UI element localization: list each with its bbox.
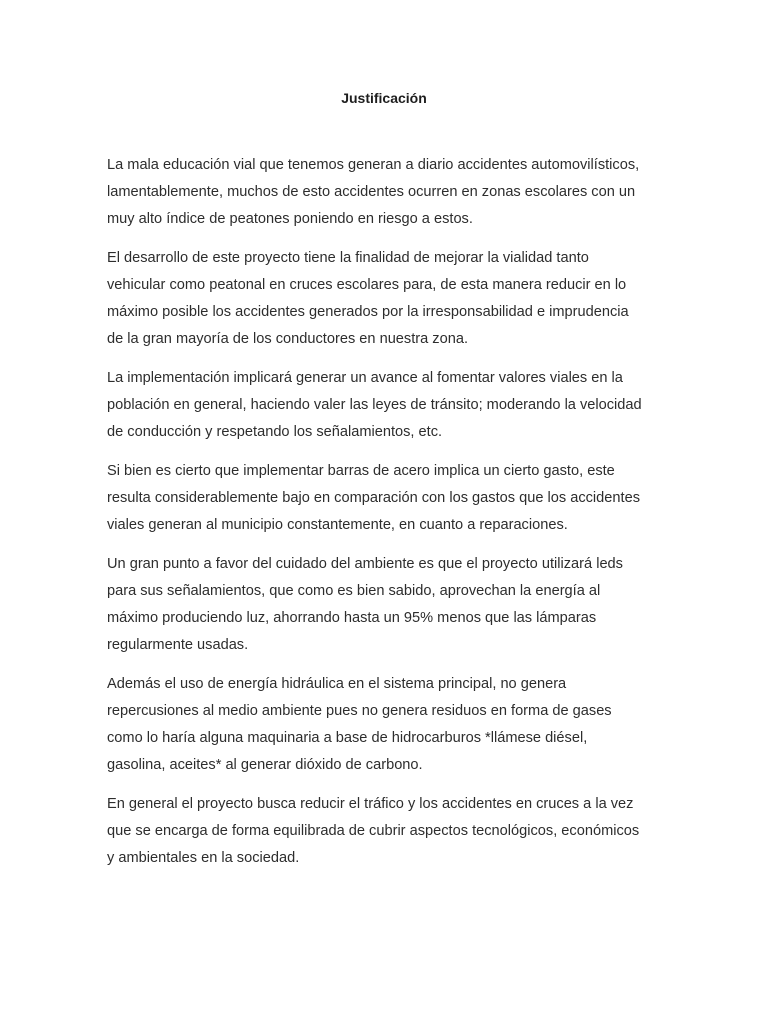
document-body [107, 152, 667, 884]
page-title: Justificación [341, 90, 427, 106]
paragraph-7: En general el proyecto busca reducir el tráfico y los accidentes en cruces a la vez que se encarga de forma equilibrada de cubrir aspectos tecnológicos, económicos y ambientales en la sociedad. [107, 796, 640, 866]
paragraph-2: El desarrollo de este proyecto tiene la finalidad de mejorar la vialidad tanto vehicular como peatonal en cruces escolares para, de esta manera reducir en lo máximo posible los accidentes generados por la irresponsabilidad e imprudencia de la gran mayoría de los conductores en nuestra zona. [107, 250, 629, 347]
paragraph-6: Además el uso de energía hidráulica en el sistema principal, no genera repercusiones al medio ambiente pues no genera residuos en forma de gases como lo haría alguna maquinaria a base de hidrocarburos *llámese diésel, gasolina, aceites* al generar dióxido de carbono. [107, 676, 612, 773]
paragraph-3: La implementación implicará generar un avance al fomentar valores viales en la población en general, haciendo valer las leyes de tránsito; moderando la velocidad de conducción y respetando los señalamientos, etc. [107, 370, 642, 440]
paragraph-1: La mala educación vial que tenemos generan a diario accidentes automovilísticos, lamentablemente, muchos de esto accidentes ocurren en zonas escolares con un muy alto índice de peatones poniendo en riesgo a estos. [107, 157, 640, 227]
paragraph-4: Si bien es cierto que implementar barras de acero implica un cierto gasto, este resulta considerablemente bajo en comparación con los gastos que los accidentes viales generan al municipio constantemente, en cuanto a reparaciones. [107, 463, 640, 533]
paragraph-5: Un gran punto a favor del cuidado del ambiente es que el proyecto utilizará leds para sus señalamientos, que como es bien sabido, aprovechan la energía al máximo produciendo luz, ahorrando hasta un 95% menos que las lámparas regularmente usadas. [107, 556, 623, 653]
